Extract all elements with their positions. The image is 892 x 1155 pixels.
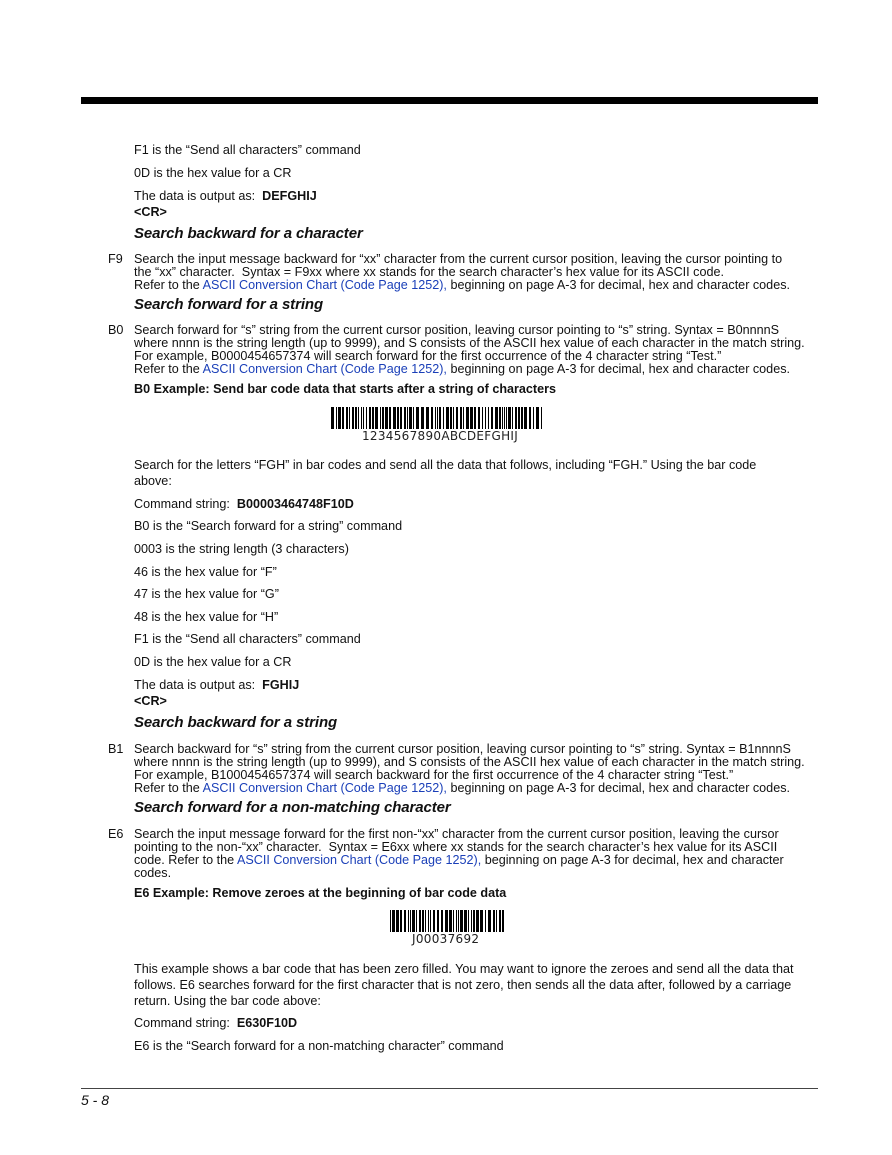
barcode-bar bbox=[443, 407, 444, 429]
barcode-bar bbox=[393, 407, 396, 429]
code-b0: B0 bbox=[108, 323, 124, 337]
barcode-bar bbox=[502, 910, 504, 932]
barcode-bar bbox=[463, 407, 464, 429]
barcode-caption: 1234567890ABCDEFGHIJ bbox=[362, 429, 519, 443]
barcode-bar bbox=[366, 407, 367, 429]
barcode-bar bbox=[349, 407, 350, 429]
barcode-bar bbox=[441, 910, 443, 932]
b0-desc-line2: above: bbox=[134, 474, 172, 488]
list-item: E6 is the “Search forward for a non-matching character” command bbox=[134, 1039, 504, 1053]
e6-line4: codes. bbox=[134, 866, 172, 880]
barcode-bar bbox=[372, 407, 374, 429]
barcode-bar bbox=[396, 910, 399, 932]
code-b1: B1 bbox=[108, 742, 124, 756]
barcode-image bbox=[331, 407, 543, 429]
barcode-bar bbox=[336, 407, 337, 429]
barcode-bar bbox=[433, 910, 435, 932]
barcode-bar bbox=[512, 407, 513, 429]
e6-example-title: E6 Example: Remove zeroes at the beginning of bar code data bbox=[134, 886, 507, 900]
barcode-bar bbox=[453, 910, 454, 932]
code-f9: F9 bbox=[108, 252, 123, 266]
e6-line2: pointing to the non-“xx” character. Syntax = E6xx where xx stands for the search character’s hex value for its ASCII bbox=[134, 840, 778, 854]
barcode-bar bbox=[502, 407, 503, 429]
list-item: B0 is the “Search forward for a string” command bbox=[134, 519, 403, 533]
barcode-bar bbox=[499, 910, 501, 932]
barcode-bar bbox=[488, 407, 489, 429]
barcode-bar bbox=[416, 407, 419, 429]
command-value: B00003464748F10D bbox=[236, 497, 354, 511]
barcode-bar bbox=[430, 910, 431, 932]
heading-search-backward-string: Search backward for a string bbox=[134, 714, 338, 731]
barcode-bar bbox=[541, 407, 542, 429]
barcode-bar bbox=[485, 910, 486, 932]
barcode-bar bbox=[358, 407, 359, 429]
b0-refer: Refer to the ASCII Conversion Chart (Code Page 1252), beginning on page A-3 for decimal, hex and character codes. bbox=[134, 362, 790, 376]
barcode-bar bbox=[408, 910, 409, 932]
barcode-bar bbox=[496, 910, 497, 932]
command-value: E630F10D bbox=[236, 1016, 298, 1030]
barcode-bar bbox=[495, 407, 498, 429]
barcode-bar bbox=[468, 910, 469, 932]
barcode-bar bbox=[488, 910, 491, 932]
barcode-bar bbox=[499, 407, 501, 429]
od-line: 0D is the hex value for a CR bbox=[134, 166, 292, 180]
footer-rule bbox=[81, 1088, 818, 1089]
output-line: The data is output as: DEFGHIJ bbox=[134, 189, 317, 203]
barcode-bar bbox=[473, 910, 475, 932]
e6-line1: Search the input message forward for the first non-“xx” character from the current cursor position, leaving the cursor bbox=[134, 827, 779, 841]
f9-refer: Refer to the ASCII Conversion Chart (Code Page 1252), beginning on page A-3 for decimal, hex and character codes. bbox=[134, 278, 790, 292]
barcode-bar bbox=[425, 910, 426, 932]
barcode-bar bbox=[400, 407, 402, 429]
barcode-bar bbox=[397, 407, 399, 429]
barcode-bar bbox=[412, 910, 415, 932]
e6-desc-line1: This example shows a bar code that has been zero filled. You may want to ignore the zeroes and send all the data that bbox=[134, 962, 794, 976]
heading-search-forward-nonmatching: Search forward for a non-matching character bbox=[134, 799, 451, 816]
barcode-bar bbox=[437, 407, 438, 429]
barcode-bar bbox=[515, 407, 517, 429]
barcode-bar bbox=[428, 910, 429, 932]
b1-line2: where nnnn is the string length (up to 9999), and S consists of the ASCII hex value of each character in the match string. bbox=[134, 755, 805, 769]
barcode-bar bbox=[392, 910, 395, 932]
barcode-bar bbox=[375, 407, 378, 429]
barcode-bar bbox=[435, 407, 436, 429]
barcode-bar bbox=[390, 910, 391, 932]
barcode-bar bbox=[536, 407, 539, 429]
list-item: 47 is the hex value for “G” bbox=[134, 587, 279, 601]
barcode-bar bbox=[346, 407, 348, 429]
f9-line1: Search the input message backward for “xx” character from the current cursor position, leaving the cursor pointing to bbox=[134, 252, 783, 266]
barcode-bar bbox=[446, 407, 449, 429]
barcode-bar bbox=[380, 407, 381, 429]
barcode-bar bbox=[506, 407, 507, 429]
barcode-bar bbox=[460, 910, 463, 932]
barcode-bar bbox=[407, 407, 408, 429]
barcode-caption: J00037692 bbox=[412, 932, 480, 946]
page-number: 5 - 8 bbox=[81, 1092, 110, 1108]
barcode-bar bbox=[385, 407, 388, 429]
barcode-bar bbox=[491, 407, 493, 429]
barcode-bar bbox=[478, 407, 480, 429]
output-value: FGHIJ bbox=[262, 678, 300, 692]
barcode-bar bbox=[493, 910, 495, 932]
list-item: 48 is the hex value for “H” bbox=[134, 610, 279, 624]
list-item: 0D is the hex value for a CR bbox=[134, 655, 292, 669]
barcode-bar bbox=[533, 407, 534, 429]
b1-refer: Refer to the ASCII Conversion Chart (Code Page 1252), beginning on page A-3 for decimal, hex and character codes. bbox=[134, 781, 790, 795]
code-e6: E6 bbox=[108, 827, 124, 841]
barcode-bar bbox=[476, 910, 479, 932]
barcode-bar bbox=[419, 910, 421, 932]
barcode-bar bbox=[504, 407, 505, 429]
barcode-bar bbox=[485, 407, 486, 429]
barcode-bar bbox=[416, 910, 417, 932]
barcode-bar bbox=[524, 407, 527, 429]
e6-command: Command string: E630F10D bbox=[134, 1016, 298, 1030]
barcode-bar bbox=[470, 407, 473, 429]
list-item: F1 is the “Send all characters” command bbox=[134, 632, 361, 646]
barcode-bar bbox=[450, 407, 452, 429]
b0-desc-line1: Search for the letters “FGH” in bar codes and send all the data that follows, including “FGH.” Using the bar code bbox=[134, 458, 757, 472]
header-rule bbox=[81, 97, 818, 104]
barcode-bar bbox=[466, 407, 469, 429]
barcode-bar bbox=[529, 407, 531, 429]
barcode-bar bbox=[409, 407, 412, 429]
barcode-bar bbox=[445, 910, 448, 932]
barcode-bar bbox=[404, 910, 406, 932]
e6-line3: code. Refer to the ASCII Conversion Chart (Code Page 1252), beginning on page A-3 for decimal, hex and character bbox=[134, 853, 784, 867]
barcode-bar bbox=[422, 910, 424, 932]
barcode-bar bbox=[404, 407, 406, 429]
b1-line1: Search backward for “s” string from the current cursor position, leaving cursor pointing to “s” string. Syntax = B1nnnnS bbox=[134, 742, 791, 756]
barcode-bar bbox=[389, 407, 391, 429]
barcode-bar bbox=[456, 407, 458, 429]
barcode-bar bbox=[331, 407, 334, 429]
barcode-bar bbox=[355, 407, 357, 429]
barcode-bar bbox=[426, 407, 429, 429]
f1-line: F1 is the “Send all characters” command bbox=[134, 143, 361, 157]
barcode-bar bbox=[449, 910, 452, 932]
output-value: DEFGHIJ bbox=[262, 189, 317, 203]
barcode-bar bbox=[410, 910, 411, 932]
barcode-bar bbox=[508, 407, 511, 429]
barcode-bar bbox=[421, 407, 424, 429]
barcode-bar bbox=[474, 407, 476, 429]
ascii-chart-link[interactable]: ASCII Conversion Chart (Code Page 1252), bbox=[236, 853, 482, 867]
list-item: 46 is the hex value for “F” bbox=[134, 565, 277, 579]
barcode-bar bbox=[361, 407, 362, 429]
list-item: 0003 is the string length (3 characters) bbox=[134, 542, 349, 556]
barcode-bar bbox=[363, 407, 364, 429]
barcode-bar bbox=[464, 910, 467, 932]
barcode-bar bbox=[460, 407, 462, 429]
barcode-bar bbox=[352, 407, 354, 429]
b0-line3: For example, B0000454657374 will search forward for the first occurrence of the 4 character string “Test.” bbox=[134, 349, 722, 363]
b0-command: Command string: B00003464748F10D bbox=[134, 497, 354, 511]
barcode-bar bbox=[458, 910, 459, 932]
cr-line: <CR> bbox=[134, 205, 167, 219]
ascii-chart-link[interactable]: ASCII Conversion Chart (Code Page 1252), bbox=[202, 362, 447, 376]
barcode-bar bbox=[521, 407, 523, 429]
e6-desc-line2: follows. E6 searches forward for the first character that is not zero, then sends all the data after, followed by a carriage bbox=[134, 978, 792, 992]
b0-line1: Search forward for “s” string from the current cursor position, leaving cursor pointing to “s” string. Syntax = B0nnnnS bbox=[134, 323, 780, 337]
barcode-bar bbox=[456, 910, 457, 932]
barcode-bar bbox=[437, 910, 439, 932]
barcode-bar bbox=[338, 407, 341, 429]
barcode-bar bbox=[480, 910, 483, 932]
barcode-image bbox=[390, 910, 505, 932]
cr-line: <CR> bbox=[134, 694, 167, 708]
barcode-bar bbox=[413, 407, 414, 429]
heading-search-backward-char: Search backward for a character bbox=[134, 225, 363, 242]
barcode-bar bbox=[400, 910, 402, 932]
barcode-bar bbox=[471, 910, 472, 932]
barcode-bar bbox=[482, 407, 483, 429]
ascii-chart-link[interactable]: ASCII Conversion Chart (Code Page 1252), bbox=[202, 781, 447, 795]
heading-search-forward-string: Search forward for a string bbox=[134, 296, 324, 313]
barcode-bar bbox=[369, 407, 371, 429]
barcode-bar bbox=[453, 407, 454, 429]
barcode-bar bbox=[431, 407, 433, 429]
b0-output-line: The data is output as: FGHIJ bbox=[134, 678, 300, 692]
barcode-bar bbox=[382, 407, 384, 429]
b1-line3: For example, B1000454657374 will search backward for the first occurrence of the 4 character string “Test.” bbox=[134, 768, 734, 782]
e6-desc-line3: return. Using the bar code above: bbox=[134, 994, 321, 1008]
barcode-bar bbox=[518, 407, 520, 429]
b0-line2: where nnnn is the string length (up to 9999), and S consists of the ASCII hex value of each character in the match string. bbox=[134, 336, 805, 350]
barcode-bar bbox=[439, 407, 441, 429]
barcode-bar bbox=[342, 407, 344, 429]
ascii-chart-link[interactable]: ASCII Conversion Chart (Code Page 1252), bbox=[202, 278, 447, 292]
b0-example-title: B0 Example: Send bar code data that starts after a string of characters bbox=[134, 382, 557, 396]
f9-line2: the “xx” character. Syntax = F9xx where xx stands for the search character’s hex value for its ASCII code. bbox=[134, 265, 724, 279]
